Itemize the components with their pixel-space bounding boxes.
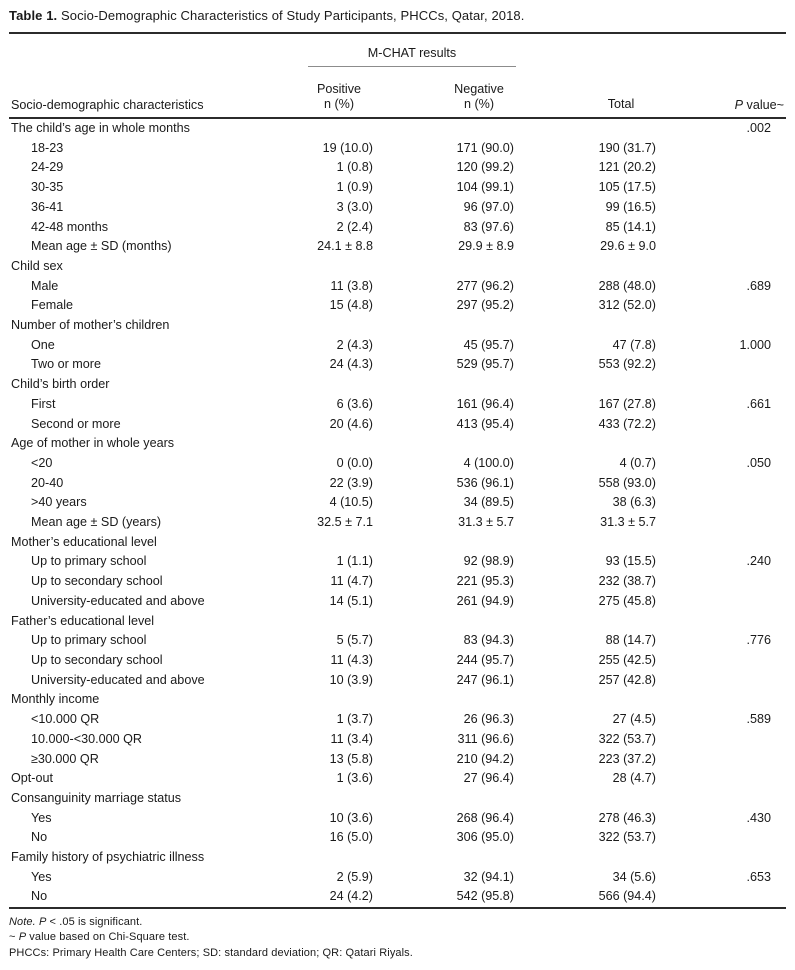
cell-negative: 244 (95.7) xyxy=(456,652,514,667)
cell-negative: 83 (94.3) xyxy=(463,633,514,648)
cell-total: 34 (5.6) xyxy=(612,869,656,884)
cell-negative: 268 (96.4) xyxy=(456,810,514,825)
cell-positive xyxy=(299,789,376,809)
cell-pvalue xyxy=(658,750,786,770)
table-row xyxy=(9,789,786,809)
cell-positive: 6 (3.6) xyxy=(336,396,373,411)
cell-positive: 24.1 ± 8.8 xyxy=(317,239,373,254)
cell-positive: 15 (4.8) xyxy=(329,298,373,313)
row-label: University-educated and above xyxy=(31,672,205,687)
cell-positive xyxy=(299,434,376,454)
cell-positive: 1 (0.9) xyxy=(336,180,373,195)
cell-negative: 277 (96.2) xyxy=(456,278,514,293)
row-label: 18-23 xyxy=(31,140,64,155)
cell-pvalue: 1.000 xyxy=(739,337,771,352)
table-body xyxy=(9,118,786,908)
cell-negative xyxy=(376,533,516,553)
positive-header-line1: Positive xyxy=(316,82,362,96)
cell-negative xyxy=(376,316,516,336)
cell-total: 257 (42.8) xyxy=(598,672,656,687)
column-header-row xyxy=(9,67,786,118)
cell-negative: 542 (95.8) xyxy=(456,889,514,904)
cell-positive: 10 (3.6) xyxy=(329,810,373,825)
cell-total xyxy=(516,434,658,454)
row-label: <20 xyxy=(31,455,53,470)
cell-positive: 22 (3.9) xyxy=(329,475,373,490)
row-label: Consanguinity marriage status xyxy=(11,790,182,805)
table-row xyxy=(9,493,786,513)
cell-negative: 413 (95.4) xyxy=(456,416,514,431)
cell-total: 93 (15.5) xyxy=(605,554,656,569)
row-label: Mother’s educational level xyxy=(11,534,157,549)
row-label: Age of mother in whole years xyxy=(11,436,175,451)
cell-positive: 5 (5.7) xyxy=(336,633,373,648)
cell-pvalue xyxy=(658,671,786,691)
cell-total: 558 (93.0) xyxy=(598,475,656,490)
cell-negative: 221 (95.3) xyxy=(456,574,514,589)
cell-total: 38 (6.3) xyxy=(612,495,656,510)
cell-positive xyxy=(299,375,376,395)
cell-total: 105 (17.5) xyxy=(598,180,656,195)
col-header-pvalue xyxy=(658,67,786,118)
cell-pvalue: .776 xyxy=(746,633,771,648)
cell-negative: 31.3 ± 5.7 xyxy=(458,515,514,530)
cell-positive: 19 (10.0) xyxy=(322,140,373,155)
cell-total xyxy=(516,316,658,336)
cell-pvalue xyxy=(658,198,786,218)
table-row xyxy=(9,118,786,139)
table-row xyxy=(9,690,786,710)
cell-negative: 247 (96.1) xyxy=(456,672,514,687)
table-row xyxy=(9,316,786,336)
cell-total: 232 (38.7) xyxy=(598,574,656,589)
row-label: Two or more xyxy=(31,357,101,372)
row-label: 42-48 months xyxy=(31,219,109,234)
cell-negative: 29.9 ± 8.9 xyxy=(458,239,514,254)
cell-pvalue: .661 xyxy=(746,396,771,411)
cell-pvalue xyxy=(658,296,786,316)
cell-positive: 3 (3.0) xyxy=(336,199,373,214)
footnote-segment: value based on Chi-Square test. xyxy=(26,931,190,944)
row-label: 36-41 xyxy=(31,199,64,214)
cell-pvalue xyxy=(658,434,786,454)
table-row xyxy=(9,218,786,238)
spanner-row xyxy=(9,33,786,67)
cell-negative: 32 (94.1) xyxy=(463,869,514,884)
negative-header-line1: Negative xyxy=(454,82,504,96)
row-label: Up to secondary school xyxy=(31,574,163,589)
table-row xyxy=(9,671,786,691)
cell-total: 433 (72.2) xyxy=(598,416,656,431)
cell-pvalue xyxy=(658,158,786,178)
cell-positive: 0 (0.0) xyxy=(336,455,373,470)
cell-negative xyxy=(376,257,516,277)
positive-header-block xyxy=(302,82,376,112)
cell-pvalue xyxy=(658,789,786,809)
row-label: Male xyxy=(31,278,59,293)
cell-pvalue xyxy=(658,375,786,395)
cell-positive: 2 (4.3) xyxy=(336,337,373,352)
cell-total: 99 (16.5) xyxy=(605,199,656,214)
table-header xyxy=(9,33,786,118)
row-label: University-educated and above xyxy=(31,593,205,608)
cell-total: 322 (53.7) xyxy=(598,731,656,746)
cell-total xyxy=(516,848,658,868)
cell-negative: 45 (95.7) xyxy=(463,337,514,352)
table-row xyxy=(9,651,786,671)
cell-pvalue xyxy=(658,612,786,632)
table-row xyxy=(9,336,786,356)
cell-total: 190 (31.7) xyxy=(598,140,656,155)
row-label: Yes xyxy=(31,869,52,884)
cell-positive: 1 (0.8) xyxy=(336,160,373,175)
cell-pvalue xyxy=(658,887,786,908)
cell-positive: 2 (5.9) xyxy=(336,869,373,884)
cell-pvalue xyxy=(658,316,786,336)
cell-positive: 2 (2.4) xyxy=(336,219,373,234)
cell-total: 167 (27.8) xyxy=(598,396,656,411)
cell-pvalue xyxy=(658,493,786,513)
cell-negative xyxy=(376,690,516,710)
cell-negative: 210 (94.2) xyxy=(456,751,514,766)
cell-negative: 529 (95.7) xyxy=(456,357,514,372)
col-header-characteristics: Socio-demographic characteristics xyxy=(9,67,299,118)
cell-positive: 11 (3.8) xyxy=(330,278,373,293)
cell-pvalue: .589 xyxy=(746,712,771,727)
row-label: <10.000 QR xyxy=(31,712,100,727)
total-header-block xyxy=(584,97,658,112)
cell-positive: 24 (4.2) xyxy=(329,889,373,904)
col-header-negative xyxy=(376,67,516,118)
cell-pvalue xyxy=(658,237,786,257)
cell-pvalue xyxy=(658,139,786,159)
table-row xyxy=(9,395,786,415)
cell-total: 255 (42.5) xyxy=(598,652,656,667)
cell-negative: 26 (96.3) xyxy=(463,712,514,727)
cell-positive: 1 (1.1) xyxy=(336,554,373,569)
cell-pvalue: .689 xyxy=(746,278,771,293)
cell-positive xyxy=(299,118,376,139)
cell-negative: 120 (99.2) xyxy=(456,160,514,175)
table-row xyxy=(9,809,786,829)
cell-positive xyxy=(299,690,376,710)
cell-total: 288 (48.0) xyxy=(598,278,656,293)
row-label: Yes xyxy=(31,810,52,825)
footnote-line xyxy=(9,915,786,930)
table-row xyxy=(9,474,786,494)
cell-positive: 13 (5.8) xyxy=(329,751,373,766)
mchat-spanner-cell xyxy=(299,33,516,67)
table-row xyxy=(9,868,786,888)
cell-pvalue: .240 xyxy=(746,554,771,569)
row-label: One xyxy=(31,337,55,352)
row-label: Child’s birth order xyxy=(11,377,110,392)
cell-total: 553 (92.2) xyxy=(598,357,656,372)
cell-negative: 306 (95.0) xyxy=(456,830,514,845)
row-label: Up to secondary school xyxy=(31,652,163,667)
cell-total: 566 (94.4) xyxy=(598,889,656,904)
cell-total: 312 (52.0) xyxy=(598,298,656,313)
table-row xyxy=(9,355,786,375)
cell-negative xyxy=(376,434,516,454)
cell-negative: 4 (100.0) xyxy=(463,455,514,470)
cell-pvalue: .653 xyxy=(746,869,771,884)
cell-positive: 10 (3.9) xyxy=(329,672,373,687)
row-label: Female xyxy=(31,298,73,313)
cell-pvalue xyxy=(658,474,786,494)
footnote-line xyxy=(9,946,786,961)
row-label: 30-35 xyxy=(31,180,64,195)
cell-pvalue xyxy=(658,848,786,868)
pvalue-header-italic: P xyxy=(734,98,744,112)
cell-positive xyxy=(299,316,376,336)
cell-pvalue xyxy=(658,769,786,789)
socio-demographic-table xyxy=(9,32,786,909)
table-row xyxy=(9,454,786,474)
negative-header-line2: n (%) xyxy=(463,97,495,111)
cell-total xyxy=(516,789,658,809)
cell-pvalue xyxy=(658,690,786,710)
table-row xyxy=(9,887,786,908)
table-row xyxy=(9,513,786,533)
cell-pvalue xyxy=(658,257,786,277)
cell-total xyxy=(516,118,658,139)
cell-pvalue: .050 xyxy=(746,455,771,470)
table-row xyxy=(9,750,786,770)
cell-pvalue xyxy=(658,218,786,238)
row-label: No xyxy=(31,889,48,904)
cell-negative: 83 (97.6) xyxy=(463,219,514,234)
cell-pvalue: .430 xyxy=(746,810,771,825)
cell-positive: 11 (4.3) xyxy=(330,652,373,667)
spanner-blank xyxy=(658,33,786,67)
table-row xyxy=(9,769,786,789)
table-row xyxy=(9,375,786,395)
footnote-segment: ~ xyxy=(9,931,19,944)
row-label: Child sex xyxy=(11,258,63,273)
cell-pvalue: .002 xyxy=(746,121,771,135)
row-label: 10.000-<30.000 QR xyxy=(31,731,142,746)
footnote-italic-segment: P xyxy=(18,931,27,944)
row-label: Opt-out xyxy=(11,771,53,786)
table-row xyxy=(9,237,786,257)
table-row xyxy=(9,533,786,553)
cell-positive: 1 (3.6) xyxy=(336,771,373,786)
row-label: Family history of psychiatric illness xyxy=(11,850,205,865)
cell-negative: 27 (96.4) xyxy=(463,771,514,786)
cell-total: 121 (20.2) xyxy=(598,160,656,175)
footnote-segment: < .05 is significant. xyxy=(46,916,143,929)
row-label: Father’s educational level xyxy=(11,613,155,628)
table-row xyxy=(9,257,786,277)
cell-positive: 24 (4.3) xyxy=(329,357,373,372)
mchat-spanner-label: M-CHAT results xyxy=(308,46,516,67)
cell-pvalue xyxy=(658,415,786,435)
cell-total: 27 (4.5) xyxy=(612,712,656,727)
cell-total xyxy=(516,257,658,277)
cell-positive: 20 (4.6) xyxy=(329,416,373,431)
row-label: 24-29 xyxy=(31,160,64,175)
cell-total: 28 (4.7) xyxy=(612,771,656,786)
cell-total xyxy=(516,690,658,710)
cell-pvalue xyxy=(658,828,786,848)
pvalue-header-rest: value~ xyxy=(743,98,784,112)
cell-negative: 311 (96.6) xyxy=(457,731,514,746)
table-row xyxy=(9,198,786,218)
cell-negative: 161 (96.4) xyxy=(456,396,514,411)
cell-total: 29.6 ± 9.0 xyxy=(600,239,656,254)
footnote-segment: PHCCs: Primary Health Care Centers; SD: standard deviation; QR: Qatari Riyals. xyxy=(9,946,413,959)
table-caption xyxy=(9,8,786,23)
table-row xyxy=(9,158,786,178)
cell-total: 275 (45.8) xyxy=(598,593,656,608)
cell-negative: 34 (89.5) xyxy=(463,495,514,510)
table-row xyxy=(9,296,786,316)
row-label: Monthly income xyxy=(11,692,100,707)
cell-pvalue xyxy=(658,178,786,198)
row-label: >40 years xyxy=(31,495,87,510)
table-row xyxy=(9,277,786,297)
cell-negative xyxy=(376,375,516,395)
cell-positive xyxy=(299,612,376,632)
row-label: The child’s age in whole months xyxy=(11,121,190,135)
cell-positive: 11 (3.4) xyxy=(330,731,373,746)
cell-total xyxy=(516,375,658,395)
cell-pvalue xyxy=(658,572,786,592)
table-row xyxy=(9,572,786,592)
cell-total xyxy=(516,612,658,632)
cell-negative: 171 (90.0) xyxy=(456,140,514,155)
cell-negative xyxy=(376,118,516,139)
positive-header-line2: n (%) xyxy=(323,97,355,111)
table-row xyxy=(9,710,786,730)
table-row xyxy=(9,434,786,454)
row-label: Mean age ± SD (years) xyxy=(31,515,162,530)
cell-negative: 261 (94.9) xyxy=(456,593,514,608)
cell-positive: 4 (10.5) xyxy=(329,495,373,510)
row-label: Up to primary school xyxy=(31,554,147,569)
cell-positive: 11 (4.7) xyxy=(330,574,373,589)
table-row xyxy=(9,592,786,612)
negative-header-block xyxy=(442,82,516,112)
cell-pvalue xyxy=(658,355,786,375)
table-row xyxy=(9,631,786,651)
cell-negative xyxy=(376,789,516,809)
cell-positive xyxy=(299,533,376,553)
table-row xyxy=(9,828,786,848)
col-header-total xyxy=(516,67,658,118)
cell-pvalue xyxy=(658,533,786,553)
col-header-positive xyxy=(299,67,376,118)
cell-total: 322 (53.7) xyxy=(598,830,656,845)
cell-positive xyxy=(299,257,376,277)
spanner-blank xyxy=(516,33,658,67)
cell-negative: 297 (95.2) xyxy=(456,298,514,313)
table-row xyxy=(9,552,786,572)
cell-total: 31.3 ± 5.7 xyxy=(600,515,656,530)
table-row xyxy=(9,848,786,868)
cell-total: 47 (7.8) xyxy=(612,337,656,352)
cell-positive: 16 (5.0) xyxy=(329,830,373,845)
row-label: Number of mother’s children xyxy=(11,318,170,333)
cell-pvalue xyxy=(658,592,786,612)
row-label: Mean age ± SD (months) xyxy=(31,239,172,254)
cell-pvalue xyxy=(658,513,786,533)
cell-pvalue xyxy=(658,730,786,750)
row-label: 20-40 xyxy=(31,475,64,490)
table-number-label: Table 1. xyxy=(9,8,58,23)
table-row xyxy=(9,415,786,435)
cell-positive: 32.5 ± 7.1 xyxy=(317,515,373,530)
footnotes xyxy=(9,915,786,961)
cell-negative: 104 (99.1) xyxy=(456,180,514,195)
cell-negative: 92 (98.9) xyxy=(463,554,514,569)
cell-positive: 14 (5.1) xyxy=(329,593,373,608)
table-caption-text: Socio-Demographic Characteristics of Study Participants, PHCCs, Qatar, 2018. xyxy=(57,8,525,23)
cell-pvalue xyxy=(658,651,786,671)
table-row xyxy=(9,178,786,198)
total-header-label: Total xyxy=(607,97,635,111)
spanner-blank xyxy=(9,33,299,67)
table-row xyxy=(9,730,786,750)
table-row xyxy=(9,139,786,159)
table-row xyxy=(9,612,786,632)
cell-total: 278 (46.3) xyxy=(598,810,656,825)
cell-total: 4 (0.7) xyxy=(619,455,656,470)
cell-total xyxy=(516,533,658,553)
cell-positive: 1 (3.7) xyxy=(336,712,373,727)
footnote-line xyxy=(9,930,786,945)
cell-total: 85 (14.1) xyxy=(605,219,656,234)
row-label: No xyxy=(31,830,48,845)
row-label: Second or more xyxy=(31,416,121,431)
cell-negative xyxy=(376,848,516,868)
cell-total: 223 (37.2) xyxy=(598,751,656,766)
footnote-italic-segment: Note. P xyxy=(9,916,47,929)
cell-positive xyxy=(299,848,376,868)
row-label: ≥30.000 QR xyxy=(31,751,99,766)
row-label: First xyxy=(31,396,56,411)
cell-total: 88 (14.7) xyxy=(605,633,656,648)
cell-negative xyxy=(376,612,516,632)
cell-negative: 536 (96.1) xyxy=(456,475,514,490)
row-label: Up to primary school xyxy=(31,633,147,648)
cell-negative: 96 (97.0) xyxy=(463,199,514,214)
